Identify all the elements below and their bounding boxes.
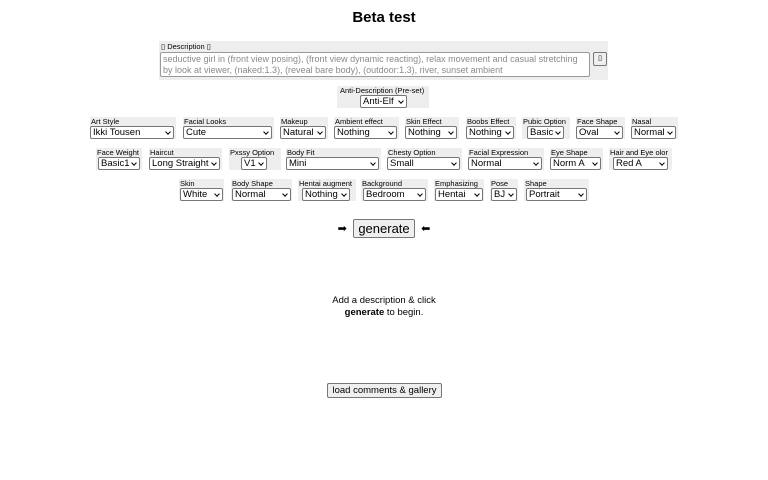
pubic-option-field (522, 117, 570, 139)
hint-rest: to begin. (384, 307, 424, 318)
body-shape-field (231, 179, 292, 201)
arrow-left-icon: ⬅ (421, 223, 431, 235)
skin-label: Skin (180, 179, 195, 188)
nasal-field (631, 117, 678, 139)
face-shape-field (576, 117, 625, 139)
skin-field (179, 179, 224, 201)
description-textarea[interactable]: seductive girl in (front view posing), (front view dynamic reacting), relax movement and casual stretching by look at viewer, (naked:1.3), (reveal bare body), (outdoor:1.3), river, sunset ambient (160, 52, 590, 77)
art-style-label: Art Style (91, 117, 120, 126)
nasal-label: Nasal (632, 117, 652, 126)
background-label: Background (362, 179, 403, 188)
ambient-effect-select[interactable]: Nothing (334, 126, 397, 139)
background-select[interactable]: Bedroom (363, 188, 426, 201)
haircut-select[interactable]: Long Straight (149, 157, 220, 170)
facial-expression-label: Facial Expression (469, 148, 529, 157)
face-shape-label: Face Shape (577, 117, 618, 126)
anti-description-select[interactable]: Anti-Elf (360, 95, 407, 108)
hair-eye-color-select[interactable]: Red A (613, 157, 668, 170)
nasal-select[interactable]: Normal (631, 126, 676, 139)
skin-effect-select[interactable]: Nothing (405, 126, 457, 139)
skin-effect-field (405, 117, 459, 139)
body-fit-label: Body Fit (287, 148, 315, 157)
face-shape-select[interactable]: Oval (576, 126, 623, 139)
pxssy-option-field (229, 148, 281, 170)
body-shape-select[interactable]: Normal (232, 188, 291, 201)
facial-looks-field (183, 117, 274, 139)
description-label: ▯ Description ▯ (161, 42, 211, 51)
face-weight-label: Face Weight (97, 148, 139, 157)
description-panel (159, 41, 608, 80)
eye-shape-field (550, 148, 603, 170)
haircut-field (149, 148, 222, 170)
face-weight-select[interactable]: Basic1 (98, 157, 140, 170)
shape-label: Shape (525, 179, 547, 188)
hint-line-1: Add a description & click (332, 295, 436, 306)
pubic-option-select[interactable]: Basic (527, 126, 564, 139)
description-expand-button[interactable]: ▯ (593, 52, 607, 66)
pose-field (490, 179, 518, 201)
body-fit-select[interactable]: Mini (286, 157, 379, 170)
pxssy-option-select[interactable]: V1 (241, 157, 267, 170)
skin-effect-label: Skin Effect (406, 117, 442, 126)
ambient-effect-field (334, 117, 399, 139)
pxssy-option-label: Pxssy Option (230, 148, 275, 157)
boobs-effect-field (466, 117, 516, 139)
hair-eye-color-label: Hair and Eye olor (610, 148, 668, 157)
emphasizing-select[interactable]: Hentai (435, 188, 483, 201)
makeup-field (280, 117, 328, 139)
haircut-label: Haircut (150, 148, 174, 157)
facial-expression-select[interactable]: Normal (468, 157, 542, 170)
body-shape-label: Body Shape (232, 179, 273, 188)
load-comments-gallery-button[interactable]: load comments & gallery (327, 383, 442, 398)
chesty-option-field (387, 148, 462, 170)
face-weight-field (96, 148, 142, 170)
shape-field (524, 179, 589, 201)
eye-shape-label: Eye Shape (551, 148, 588, 157)
pose-select[interactable]: BJ (491, 188, 517, 201)
hentai-augment-select[interactable]: Nothing (302, 188, 350, 201)
facial-expression-field (468, 148, 544, 170)
anti-description-label: Anti-Description (Pre-set) (340, 86, 425, 95)
shape-select[interactable]: Portrait (526, 188, 587, 201)
makeup-select[interactable]: Natural (280, 126, 326, 139)
arrow-right-icon: ➡ (337, 223, 347, 235)
art-style-select[interactable]: Ikki Tousen (90, 126, 174, 139)
ambient-effect-label: Ambient effect (335, 117, 383, 126)
emphasizing-field (434, 179, 484, 201)
generate-row (0, 219, 768, 238)
pubic-option-label: Pubic Option (523, 117, 566, 126)
hint-bold: generate (344, 307, 385, 318)
hair-eye-color-field (609, 148, 672, 170)
boobs-effect-label: Boobs Effect (467, 117, 510, 126)
pose-label: Pose (491, 179, 509, 188)
chesty-option-select[interactable]: Small (387, 157, 460, 170)
emphasizing-label: Emphasizing (435, 179, 478, 188)
anti-description-field (337, 86, 429, 108)
facial-looks-select[interactable]: Cute (183, 126, 272, 139)
skin-select[interactable]: White (180, 188, 223, 201)
makeup-label: Makeup (281, 117, 308, 126)
boobs-effect-select[interactable]: Nothing (466, 126, 514, 139)
facial-looks-label: Facial Looks (184, 117, 227, 126)
hentai-augment-label: Hentai augment (299, 179, 352, 188)
background-field (361, 179, 428, 201)
body-fit-field (286, 148, 381, 170)
chesty-option-label: Chesty Option (388, 148, 436, 157)
eye-shape-select[interactable]: Norm A (550, 157, 601, 170)
hentai-augment-field (298, 179, 356, 201)
generate-button[interactable]: generate (353, 219, 414, 238)
page-title: Beta test (352, 9, 416, 26)
hint-line-2 (0, 307, 768, 319)
art-style-field (90, 117, 176, 139)
generate-hint (0, 295, 768, 319)
